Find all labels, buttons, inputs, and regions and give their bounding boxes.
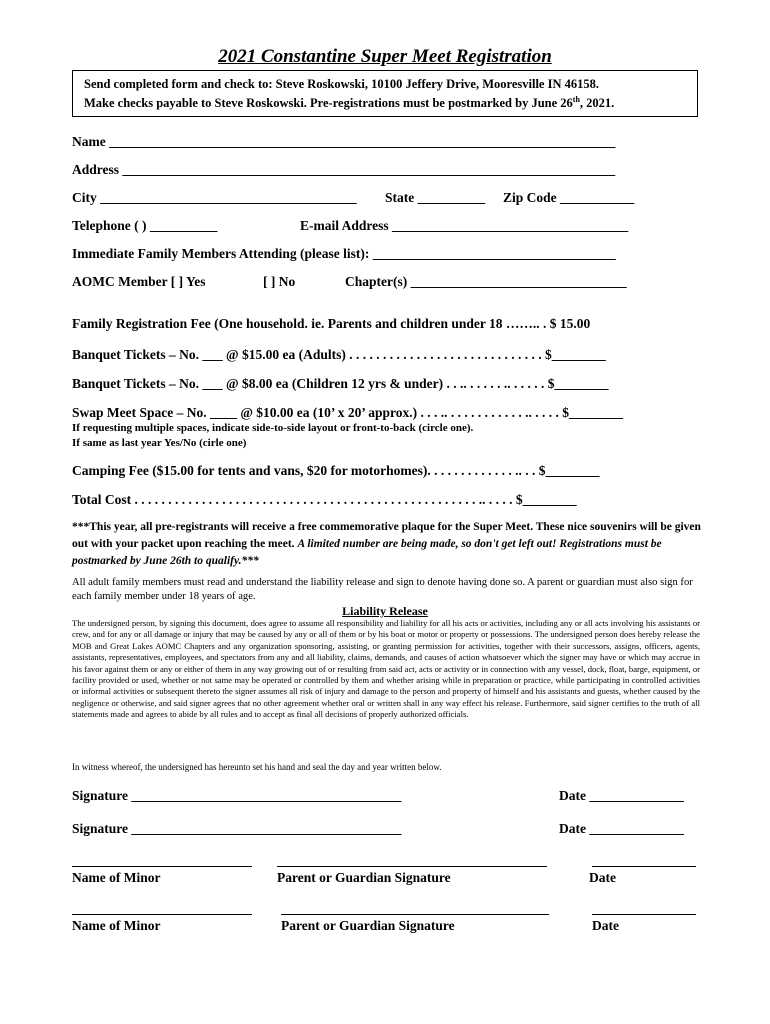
banquet-child-line[interactable]: Banquet Tickets – No. ___ @ $8.00 ea (Children 12 yrs & under) . . .. . . . . . .. . . . . . $________ <box>72 376 609 391</box>
address-field[interactable]: Address _________________________________________________________________________ <box>72 162 616 177</box>
minor-date-line-2[interactable] <box>592 914 696 915</box>
city-field[interactable]: City ______________________________________ <box>72 190 357 205</box>
liability-text: The undersigned person, by signing this document, does agree to assume all responsibility and liability for all his acts or activities, including any or all acts involving his assistants or crew, and for any or all damage or injury that may be caused by any or all of them or by his boat or motor or property or possessions. The undersigned person does hereby release the MOB and Great Lakes AOMC Chapters and any organization sponsoring, assisting, or granting permission for activities, together with their successors, assigns, officers, agents, assistants, representatives, employees, and spectators from any and all liability, claims, demands, and causes of action whatsoever which the signer may have or which may accrue in his favor against them or any or either of them in any way growing out of or resulting from said act, acts or activity or in connection with any vessel, dock, float, barge, equipment, or facility provided or used, whether or not same may be operated or controlled by them and whether arising while in preparation or practice, while participating in controlled activities or informal activities or subsequent thereto the signer assumes all risk of injury and damage to the person and property of himself and his assistants and guests, whether caused by the negligence or otherwise, and said signer agrees that no other agreement whether oral or written shall in any way effect his release. Furthermore, said signer certifies to the truth of all statements made and agrees to abide by all rules and to accept as final all decisions of properly authorized officials. <box>72 618 700 720</box>
page-title: 2021 Constantine Super Meet Registration <box>218 46 552 67</box>
chapters-field[interactable]: Chapter(s) ________________________________ <box>345 274 627 289</box>
aomc-member-no[interactable]: [ ] No <box>263 274 296 289</box>
total-cost-line[interactable]: Total Cost . . . . . . . . . . . . . . . . . . . . . . . . . . . . . . . . . . . . . . . . . . . . . . . . . . . .. . . . . $________ <box>72 492 577 507</box>
aomc-member-yes[interactable]: AOMC Member [ ] Yes <box>72 274 206 289</box>
date-2[interactable]: Date ______________ <box>559 821 684 836</box>
family-members-field[interactable]: Immediate Family Members Attending (please list): ____________________________________ <box>72 246 616 261</box>
witness-statement: In witness whereof, the undersigned has hereunto set his hand and seal the day and year written below. <box>72 762 442 772</box>
liability-title: Liability Release <box>342 604 428 618</box>
parent-signature-label-1: Parent or Guardian Signature <box>277 870 451 885</box>
telephone-field[interactable]: Telephone ( ) __________ <box>72 218 218 233</box>
plaque-notice: ***This year, all pre-registrants will receive a free commemorative plaque for the Super Meet. These nice souvenirs will be given out with your packet upon reaching the meet. A limited number are being made, so don't get left out! Registrations must be postmarked by June 26th to qualify.*** <box>72 521 701 567</box>
email-field[interactable]: E-mail Address ___________________________________ <box>300 218 629 233</box>
zip-field[interactable]: Zip Code ___________ <box>503 190 635 205</box>
name-field[interactable]: Name ___________________________________________________________________________ <box>72 134 616 149</box>
signature-1[interactable]: Signature ________________________________________ <box>72 788 402 803</box>
date-1[interactable]: Date ______________ <box>559 788 684 803</box>
minor-name-line-1[interactable] <box>72 866 252 867</box>
banquet-adult-line[interactable]: Banquet Tickets – No. ___ @ $15.00 ea (Adults) . . . . . . . . . . . . . . . . . . . . . . . . . . . . . $________ <box>72 347 606 362</box>
parent-signature-label-2: Parent or Guardian Signature <box>281 918 455 933</box>
signature-2[interactable]: Signature ________________________________________ <box>72 821 402 836</box>
adult-notice: All adult family members must read and understand the liability release and sign to denote having done so. A parent or guardian must also sign for each family member under 18 years of age. <box>72 577 693 602</box>
swap-layout-note: If requesting multiple spaces, indicate side-to-side layout or front-to-back (circle one). <box>72 422 474 434</box>
swap-same-note: If same as last year Yes/No (cirle one) <box>72 437 247 449</box>
minor-name-label-1: Name of Minor <box>72 870 161 885</box>
date-label-1: Date <box>589 870 616 885</box>
payment-instructions: Make checks payable to Steve Roskowski. Pre-registrations must be postmarked by June 26th, 2021. <box>84 95 615 111</box>
instructions-box <box>72 70 698 117</box>
minor-name-line-2[interactable] <box>72 914 252 915</box>
minor-date-line-1[interactable] <box>592 866 696 867</box>
mail-instructions: Send completed form and check to: Steve Roskowski, 10100 Jeffery Drive, Mooresville IN 46158. <box>84 77 599 91</box>
state-field[interactable]: State __________ <box>385 190 486 205</box>
family-fee-line: Family Registration Fee (One household. ie. Parents and children under 18 …….. . $ 15.00 <box>72 316 591 331</box>
parent-signature-line-1[interactable] <box>277 866 547 867</box>
date-label-2: Date <box>592 918 619 933</box>
camping-fee-line[interactable]: Camping Fee ($15.00 for tents and vans, $20 for motorhomes). . . . . . . . . . . . . .. . . $________ <box>72 463 600 478</box>
parent-signature-line-2[interactable] <box>281 914 549 915</box>
swap-meet-line[interactable]: Swap Meet Space – No. ____ @ $10.00 ea (10’ x 20’ approx.) . . . .. . . . . . . . . . . . .. . . . . $________ <box>72 405 624 420</box>
minor-name-label-2: Name of Minor <box>72 918 161 933</box>
